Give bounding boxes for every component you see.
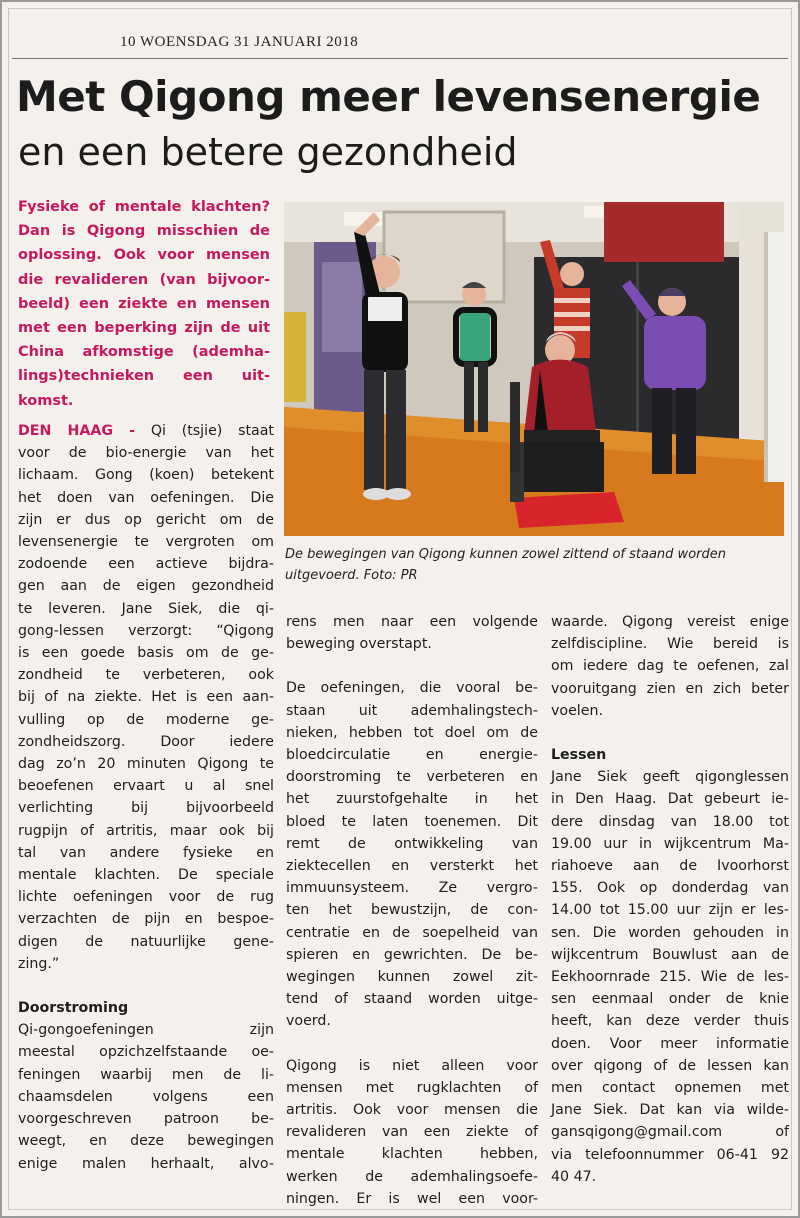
qigong-class-photo	[284, 202, 784, 536]
caption-line: uitgevoerd. Foto: PR	[285, 568, 418, 583]
lead-line: oplossing. Ook voor mensen	[18, 247, 270, 264]
text-line: enige malen herhaalt, alvo-	[18, 1155, 274, 1172]
article-column-2	[286, 611, 538, 1210]
text-line: Qigong is niet alleen voor	[286, 1057, 538, 1074]
article-column-1	[18, 420, 274, 1175]
text-line: mentale klachten hebben,	[286, 1146, 538, 1163]
text-line: nieken, hebben tot doel om de	[286, 724, 538, 741]
text-line: revalideren van een ziekte of	[286, 1124, 538, 1141]
text-line: rugpijn of artritis, maar ook bij	[18, 822, 274, 839]
section-heading: Lessen	[551, 747, 607, 764]
text-line: vulling op de moderne ge-	[18, 711, 274, 728]
article-lead	[18, 195, 270, 413]
text-line: 14.00 tot 15.00 uur zijn er les-	[551, 902, 789, 919]
text-line: staan uit ademhalingstech-	[286, 702, 538, 719]
text-line: ziektecellen en versterkt het	[286, 858, 538, 875]
article-photo	[284, 202, 784, 536]
text-line: gen aan de eigen gezondheid	[18, 578, 274, 595]
text-line: centratie en de soepelheid van	[286, 924, 538, 941]
text-line: Jane Siek geeft qigonglessen	[551, 769, 789, 786]
text-line: tend of staand worden uitge-	[286, 991, 538, 1008]
text-line: chaamsdelen volgens een	[18, 1088, 274, 1105]
text-line: zondheidszorg. Door iedere	[18, 733, 274, 750]
text-line: spieren en gewrichten. De be-	[286, 946, 538, 963]
paragraph-gap	[551, 722, 789, 744]
text-line: dere dinsdag van 18.00 tot	[551, 813, 789, 830]
text-line: weegt, en deze bewegingen	[18, 1133, 274, 1150]
text-line: voerd.	[286, 1013, 331, 1030]
text-line: artritis. Ook voor mensen die	[286, 1102, 538, 1119]
text-line: mentale klachten. De speciale	[18, 867, 274, 884]
text-line: bloedcirculatie en energie-	[286, 747, 538, 764]
paragraph-gap	[286, 655, 538, 677]
text-line: lichaam. Gong (koen) betekent	[18, 467, 274, 484]
text-line: ningen. Er is wel een voor-	[286, 1190, 538, 1207]
text-line: doorstroming te verbeteren en	[286, 769, 538, 786]
paragraph-gap	[18, 975, 274, 997]
text-line: 40 47.	[551, 1168, 597, 1185]
text-line: zondheid te verbeteren, ook	[18, 667, 274, 684]
text-fragment: Qi (tsjie) staat	[135, 423, 274, 439]
text-line: De oefeningen, die vooral be-	[286, 680, 538, 697]
text-line: vooruitgang zien en zich beter	[551, 680, 789, 697]
dateline: DEN HAAG -	[18, 423, 136, 439]
text-line: digen de natuurlijke gene-	[18, 933, 274, 950]
text-line: zelfdiscipline. Wie bereid is	[551, 636, 789, 653]
lead-line: Fysieke of mentale klachten?	[18, 199, 270, 215]
text-line: werken de ademhalingsoefe-	[286, 1168, 538, 1185]
photo-caption	[285, 544, 785, 586]
text-line: verzachten de pijn en bespoe-	[18, 911, 274, 928]
lead-line: die revalideren (van bijvoor-	[18, 271, 270, 288]
text-line: doen. Voor meer informatie	[551, 1035, 789, 1052]
lead-line: met een beperking zijn de uit	[18, 320, 270, 337]
text-line: verlichting bij bijvoorbeeld	[18, 800, 274, 817]
text-line: meestal opzichzelfstaande oe-	[18, 1044, 274, 1061]
text-line: Eekhoornrade 215. Wie de les-	[551, 969, 789, 986]
text-line: gansqigong@gmail.com of	[551, 1124, 789, 1141]
lead-line: China afkomstige (ademha-	[18, 344, 270, 361]
text-line: beoefenen ervaart u al snel	[18, 778, 274, 795]
text-line: via telefoonnummer 06-41 92	[551, 1146, 789, 1163]
text-line: ten het bewustzijn, de con-	[286, 902, 538, 919]
article-column-3	[551, 611, 789, 1188]
paragraph-gap	[286, 1033, 538, 1055]
text-line: heeft, kan deze verder thuis	[551, 1013, 789, 1030]
text-line: het zuurstofgehalte in het	[286, 791, 538, 808]
text-line: voor de bio-energie van het	[18, 445, 274, 462]
text-line: Qi-gongoefeningen zijn	[18, 1022, 274, 1039]
text-line: tal van andere fysieke en	[18, 844, 274, 861]
text-line: het doen van oefeningen. Die	[18, 489, 274, 506]
text-line: wegingen kunnen zowel zit-	[286, 969, 538, 986]
text-line: rens men naar een volgende	[286, 614, 538, 630]
text-line: over qigong of de lessen kan	[551, 1057, 789, 1074]
text-line: men contact opnemen met	[551, 1080, 789, 1097]
text-line: zing.”	[18, 955, 60, 972]
text-line: sen. Die worden gehouden in	[551, 924, 789, 941]
lead-line: beeld) een ziekte en mensen	[18, 295, 270, 312]
text-line	[18, 420, 274, 442]
text-line: sen eenmaal onder de knie	[551, 991, 789, 1008]
text-line: 19.00 uur in wijkcentrum Ma-	[551, 835, 789, 852]
text-line: feningen waarbij men de li-	[18, 1066, 274, 1083]
lead-line: komst.	[18, 392, 74, 409]
text-line: wijkcentrum Bouwlust aan de	[551, 946, 789, 963]
article-subheadline: en een betere gezondheid	[18, 130, 518, 174]
text-line: gong-lessen verzorgt: “Qigong	[18, 622, 274, 639]
text-line: 155. Ook op donderdag van	[551, 880, 789, 897]
text-line: lichte oefeningen voor de rug	[18, 889, 274, 906]
caption-line: De bewegingen van Qigong kunnen zowel zittend of staand worden	[285, 547, 726, 562]
text-line: zodoende een actieve bijdra-	[18, 556, 274, 573]
text-line: levensenergie te vergroten om	[18, 534, 274, 551]
page-folio: 10 WOENSDAG 31 JANUARI 2018	[120, 34, 359, 50]
text-line: remt de ontwikkeling van	[286, 835, 538, 852]
text-line: is een goede basis om de ge-	[18, 645, 274, 662]
text-line: om iedere dag te oefenen, zal	[551, 658, 789, 675]
text-line: riahoeve aan de Ivoorhorst	[551, 858, 789, 875]
text-line: immuunsysteem. Ze vergro-	[286, 880, 538, 897]
text-line: bloed te laten toenemen. Dit	[286, 813, 538, 830]
article-headline: Met Qigong meer levensenergie	[16, 72, 761, 121]
text-line: zijn er dus op gericht om de	[18, 511, 274, 528]
folio-divider	[12, 58, 788, 59]
lead-line: lings)technieken een uit-	[18, 368, 270, 385]
text-line: in Den Haag. Dat gebeurt ie-	[551, 791, 789, 808]
text-line: te leveren. Jane Siek, die qi-	[18, 600, 274, 617]
text-line: waarde. Qigong vereist enige	[551, 614, 789, 630]
text-line: bij of na ziekte. Het is een aan-	[18, 689, 274, 706]
text-line: Jane Siek. Dat kan via wilde-	[551, 1102, 789, 1119]
text-line: dag zo’n 20 minuten Qigong te	[18, 756, 274, 773]
lead-line: Dan is Qigong misschien de	[18, 223, 270, 240]
text-line: beweging overstapt.	[286, 636, 432, 653]
text-line: voorgeschreven patroon be-	[18, 1111, 274, 1128]
text-line: voelen.	[551, 702, 603, 719]
text-line: mensen met rugklachten of	[286, 1079, 538, 1096]
section-heading: Doorstroming	[18, 1000, 129, 1017]
